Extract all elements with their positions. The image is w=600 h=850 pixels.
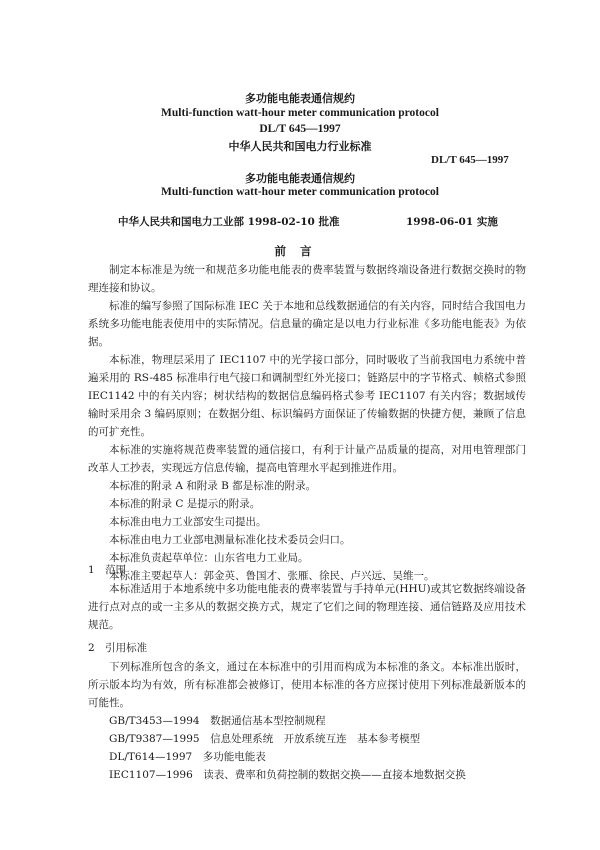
reference-item: GB/T9387—1995 信息处理系统 开放系统互连 基本参考模型 bbox=[109, 733, 421, 745]
foreword-body bbox=[88, 261, 526, 585]
foreword-paragraph: 本标准的附录 C 是提示的附录。 bbox=[109, 498, 261, 510]
foreword-paragraph: 本标准的附录 A 和附录 B 都是标准的附录。 bbox=[109, 480, 317, 492]
foreword-paragraph: 制定本标准是为统一和规范多功能电能表的费率装置与数据终端设备进行数据交换时的物理连接和协议。 bbox=[88, 264, 526, 294]
section-1-body bbox=[88, 580, 526, 634]
section-2-heading: 2 引用标准 bbox=[88, 642, 148, 654]
standard-number: DL/T 645—1997 bbox=[259, 123, 341, 135]
foreword-paragraph: 本标准由电力工业部安生司提出。 bbox=[109, 516, 267, 528]
standard-number-right: DL/T 645—1997 bbox=[431, 154, 509, 166]
reference-item: GB/T3453—1994 数据通信基本型控制规程 bbox=[109, 715, 326, 727]
implementation-date: 1998-06-01 实施 bbox=[406, 216, 498, 228]
reference-item: IEC1107—1996 读表、费率和负荷控制的数据交换——直接本地数据交换 bbox=[109, 769, 466, 781]
section-1-heading: 1 范围 bbox=[88, 564, 127, 576]
title-cn: 多功能电能表通信规约 bbox=[245, 92, 355, 105]
title-cn-secondary: 多功能电能表通信规约 bbox=[245, 172, 355, 185]
title-en: Multi-function watt-hour meter communication protocol bbox=[161, 107, 439, 119]
foreword-paragraph: 标准的编写参照了国际标准 IEC 关于本地和总线数据通信的有关内容，同时结合我国电力系统多功能电能表使用中的实际情况。信息量的确定是以电力行业标准《多功能电能表》为依据。 bbox=[88, 300, 526, 348]
foreword-paragraph: 本标准由电力工业部电测量标准化技术委员会归口。 bbox=[109, 534, 351, 546]
section-2-body bbox=[88, 658, 526, 712]
foreword-paragraph: 本标准的实施将规范费率装置的通信接口，有利于计量产品质量的提高，对用电管理部门改革人工抄表，实现远方信息传输，提高电管理水平起到推进作用。 bbox=[88, 444, 526, 474]
foreword-paragraph: 本标准，物理层采用了 IEC1107 中的光学接口部分，同时吸收了当前我国电力系统中普遍采用的 RS-485 标准串行电气接口和调制型红外光接口；链路层中的字节格式、帧格式参照 IEC1142 中的有关内容；树状结构的数据信息编码格式参考 IEC1107 有关内容；数据域传输时采用余 3 编码原则；在数据分组、标识编码方面保证了传输数据的快捷方便，兼顾了信息的可扩充性。 bbox=[88, 354, 526, 438]
foreword-paragraph: 本标准负责起草单位：山东省电力工业局。 bbox=[109, 552, 309, 564]
section-1-paragraph: 本标准适用于本地系统中多功能电能表的费率装置与手持单元(HHU)或其它数据终端设备进行点对点的或一主多从的数据交换方式，规定了它们之间的物理连接、通信链路及应用技术规范。 bbox=[88, 583, 526, 631]
reference-list bbox=[109, 712, 466, 784]
issuing-organization: 中华人民共和国电力行业标准 bbox=[228, 140, 372, 153]
foreword-paragraph: 本标准主要起草人：郭金英、鲁国才、张雁、徐民、卢兴远、吴维一。 bbox=[109, 570, 435, 582]
section-2-paragraph: 下列标准所包含的条文，通过在本标准中的引用而构成为本标准的条文。本标准出版时，所示版本均为有效，所有标准都会被修订，使用本标准的各方应探讨使用下列标准最新版本的可能性。 bbox=[88, 661, 526, 709]
foreword-heading: 前言 bbox=[274, 244, 326, 258]
approval-line: 中华人民共和国电力工业部 1998-02-10 批准 bbox=[118, 216, 340, 228]
title-en-secondary: Multi-function watt-hour meter communication protocol bbox=[161, 186, 439, 198]
reference-item: DL/T614—1997 多功能电能表 bbox=[109, 751, 266, 763]
